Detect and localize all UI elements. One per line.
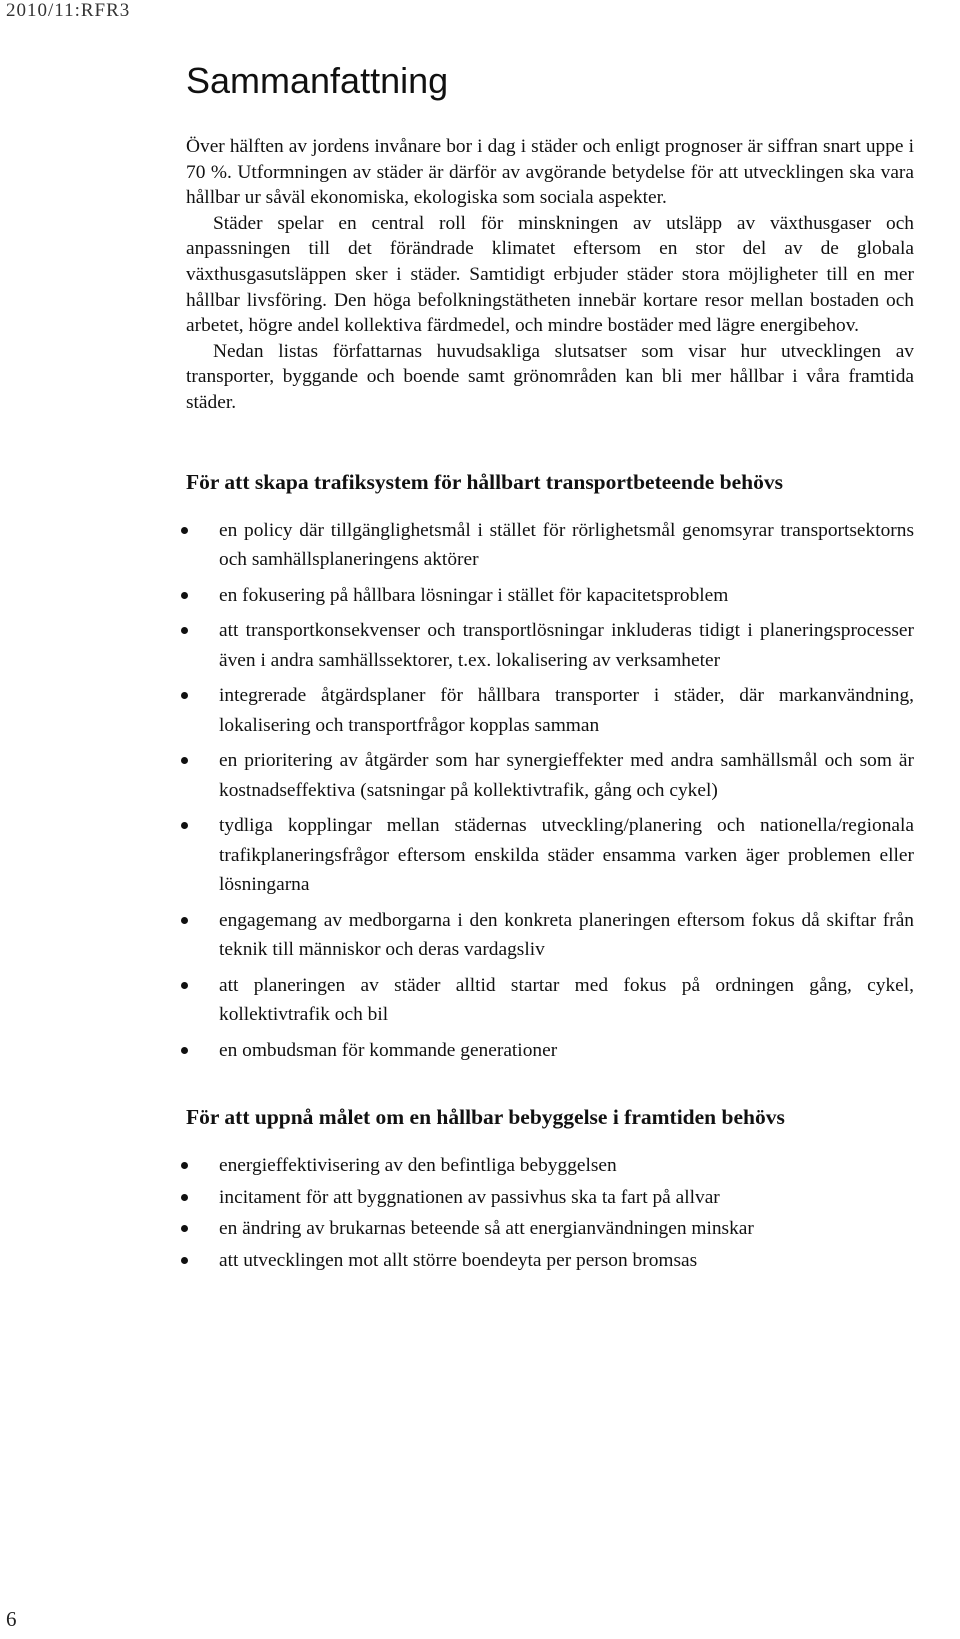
list-item <box>186 1246 914 1276</box>
page-title: Sammanfattning <box>186 60 449 101</box>
list-item-text: incitament för att byggnationen av passivhus ska ta fart på allvar <box>219 1186 720 1208</box>
intro-paragraph-1: Över hälften av jordens invånare bor i dag i städer och enligt prognoser är siffran snart uppe i 70 %. Utformningen av städer är därför av avgörande betydelse för att utvecklingen ska vara hållbar ur såväl ekonomiska, ekologiska som sociala aspekter. <box>186 136 914 209</box>
list-item <box>186 681 914 740</box>
list-item-text: att transportkonsekvenser och transportlösningar inkluderas tidigt i planeringsprocesser även i andra samhällssektorer, t.ex. lokalisering av verksamheter <box>219 620 914 671</box>
intro-paragraph-3: Nedan listas författarnas huvudsakliga slutsatser som visar hur utvecklingen av transporter, byggande och boende samt grönområden kan bli mer hållbar i våra framtida städer. <box>186 340 914 413</box>
list-item <box>186 811 914 900</box>
list-item <box>186 1036 914 1066</box>
list-item-text: en policy där tillgänglighetsmål i stället för rörlighetsmål genomsyrar transportsektorns och samhällsplaneringens aktörer <box>219 519 914 571</box>
page-number: 6 <box>6 1607 17 1631</box>
bullet-icon <box>181 1194 188 1201</box>
page-content <box>186 58 914 1277</box>
bullet-icon <box>181 1257 188 1264</box>
list-item-text: energieffektivisering av den befintliga bebyggelsen <box>219 1155 617 1177</box>
intro-paragraph-2: Städer spelar en central roll för minskningen av utsläpp av växthusgaser och anpassningen till det förändrade klimatet eftersom en stor del av de globala växthusgasutsläppen sker i städer. Samtidigt erbjuder städer stora möjligheter till en mer hållbar livsföring. Den höga befolkningstätheten innebär kortare resor mellan bostaden och arbetet, högre andel kollektiva färdmedel, och mindre bostäder med lägre energibehov. <box>186 212 914 337</box>
bullet-icon <box>181 757 188 764</box>
buildings-list <box>186 1151 914 1275</box>
list-item <box>186 581 914 611</box>
list-item <box>186 906 914 965</box>
list-item-text: en ändring av brukarnas beteende så att energianvändningen minskar <box>219 1218 754 1240</box>
section-heading-buildings: För att uppnå målet om en hållbar bebyggelse i framtiden behövs <box>186 1105 785 1130</box>
list-item <box>186 971 914 1030</box>
list-item <box>186 1151 914 1181</box>
bullet-icon <box>181 822 188 829</box>
list-item-text: att utvecklingen mot allt större boendeyta per person bromsas <box>219 1249 698 1271</box>
list-item-text: att planeringen av städer alltid startar med fokus på ordningen gång, cykel, kollektivtrafik och bil <box>219 974 914 1026</box>
section-heading-transport: För att skapa trafiksystem för hållbart transportbeteende behövs <box>186 469 783 494</box>
bullet-icon <box>181 982 188 989</box>
list-item-text: integrerade åtgärdsplaner för hållbara transporter i städer, där markanvändning, lokalisering och transportfrågor kopplas samman <box>219 685 914 736</box>
bullet-icon <box>181 1047 188 1054</box>
list-item <box>186 616 914 675</box>
bullet-icon <box>181 1225 188 1232</box>
bullet-icon <box>181 692 188 699</box>
list-item-text: en ombudsman för kommande generationer <box>219 1039 558 1061</box>
list-item-text: en fokusering på hållbara lösningar i stället för kapacitetsproblem <box>219 584 729 606</box>
list-item <box>186 516 914 575</box>
bullet-icon <box>181 1162 188 1169</box>
list-item <box>186 1214 914 1244</box>
list-item <box>186 746 914 805</box>
list-item-text: tydliga kopplingar mellan städernas utveckling/planering och nationella/regionala trafikplaneringsfrågor eftersom enskilda städer ensamma varken äger problemen eller lösningarna <box>219 815 914 896</box>
transport-list <box>186 516 914 1066</box>
list-item-text: en prioritering av åtgärder som har synergieffekter med andra samhällsmål och som är kostnadseffektiva (satsningar på kollektivtrafik, gång och cykel) <box>219 750 914 801</box>
bullet-icon <box>181 527 188 534</box>
report-id: 2010/11:RFR3 <box>6 0 131 21</box>
list-item <box>186 1183 914 1213</box>
list-item-text: engagemang av medborgarna i den konkreta planeringen eftersom fokus då skiftar från teknik till människor och deras vardagsliv <box>219 909 914 961</box>
bullet-icon <box>181 917 188 924</box>
bullet-icon <box>181 592 188 599</box>
bullet-icon <box>181 627 188 634</box>
